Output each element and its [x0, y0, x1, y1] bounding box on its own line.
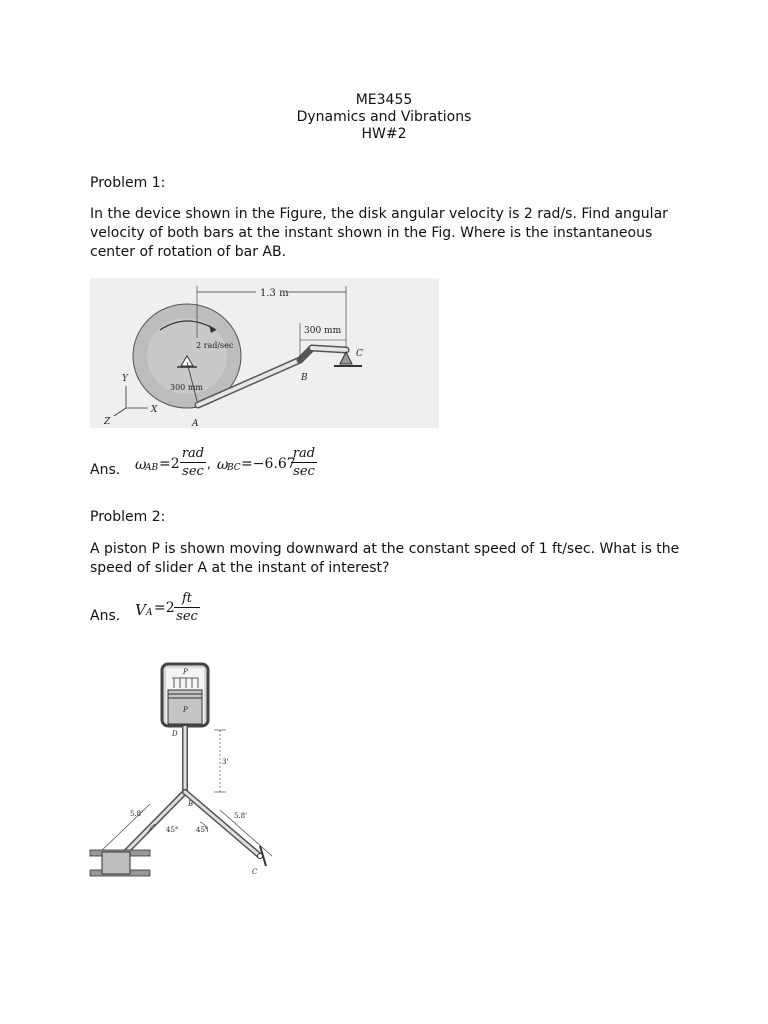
velocity-unit [174, 591, 200, 624]
axis-y-label: Y [122, 374, 128, 384]
unit-numerator: rad [181, 446, 205, 461]
point-a-label: A [192, 419, 199, 428]
unit-numerator: ft [181, 591, 193, 606]
dim-5-8ft-left: 5.8' [130, 810, 144, 818]
dim-3ft: 3' [222, 758, 229, 766]
omega-ab-value: =2 [159, 456, 180, 472]
fraction-bar [291, 462, 317, 463]
problem1-line2: velocity of both bars at the instant shown in the Fig. Where is the instantaneous [90, 225, 653, 241]
problem1-line3: center of rotation of bar AB. [90, 244, 287, 260]
velocity-symbol: V [135, 601, 146, 619]
fraction-bar [174, 607, 200, 608]
answer-separator: , [207, 457, 211, 471]
problem1-line1: In the device shown in the Figure, the disk angular velocity is 2 rad/s. Find angular [90, 206, 668, 222]
unit-numerator: rad [292, 446, 316, 461]
piston-top-label: P [183, 668, 188, 676]
omega-bc-value: =−6.67 [241, 456, 296, 472]
problem2-line1: A piston P is shown moving downward at the constant speed of 1 ft/sec. What is the [90, 541, 680, 557]
dim-5-8ft-right: 5.8' [234, 812, 248, 820]
unit-denominator: sec [182, 464, 204, 479]
disk-speed-label: 2 rad/sec [196, 341, 234, 350]
course-code: ME3455 [355, 92, 413, 108]
omega-bc-symbol: ω [217, 457, 229, 473]
dim-1-3m: 1.3 m [260, 288, 289, 299]
point-c-label: C [252, 868, 258, 876]
omega-ab-unit [180, 446, 206, 479]
problem2-line2: speed of slider A at the instant of interest? [90, 560, 390, 576]
velocity-subscript: A [146, 608, 153, 618]
problem1-heading: Problem 1: [90, 175, 166, 191]
omega-bc-subscript: BC [227, 463, 241, 473]
point-b-label: B [188, 800, 194, 808]
omega-bc-unit [291, 446, 317, 479]
problem2-heading: Problem 2: [90, 509, 166, 525]
omega-ab-subscript: AB [145, 463, 159, 473]
angle-left-label: 45° [166, 826, 179, 834]
problem2-answer [135, 591, 215, 630]
unit-denominator: sec [176, 609, 198, 624]
angle-right-label: 45° [196, 826, 209, 834]
homework-number: HW#2 [361, 126, 407, 142]
axis-x-label: X [151, 405, 158, 415]
unit-denominator: sec [293, 464, 315, 479]
point-b-label: B [301, 373, 308, 383]
disk-linkage-diagram [90, 278, 439, 428]
velocity-value: =2 [154, 600, 175, 616]
problem2-ans-label: Ans. [90, 608, 121, 624]
axis-z-label: Z [104, 417, 111, 427]
course-title: Dynamics and Vibrations [296, 109, 472, 125]
problem2-figure [88, 660, 278, 880]
problem1-figure [90, 278, 439, 428]
radius-label: 300 mm [170, 383, 203, 392]
problem1-answer [135, 446, 335, 488]
problem1-ans-label: Ans. [90, 462, 121, 478]
omega-ab-symbol: ω [135, 457, 147, 473]
fraction-bar [180, 462, 206, 463]
piston-label: P [183, 706, 188, 714]
point-d-label: D [172, 730, 178, 738]
dim-300mm: 300 mm [304, 326, 342, 336]
point-c-label: C [356, 349, 363, 359]
piston-linkage-diagram [88, 660, 278, 880]
